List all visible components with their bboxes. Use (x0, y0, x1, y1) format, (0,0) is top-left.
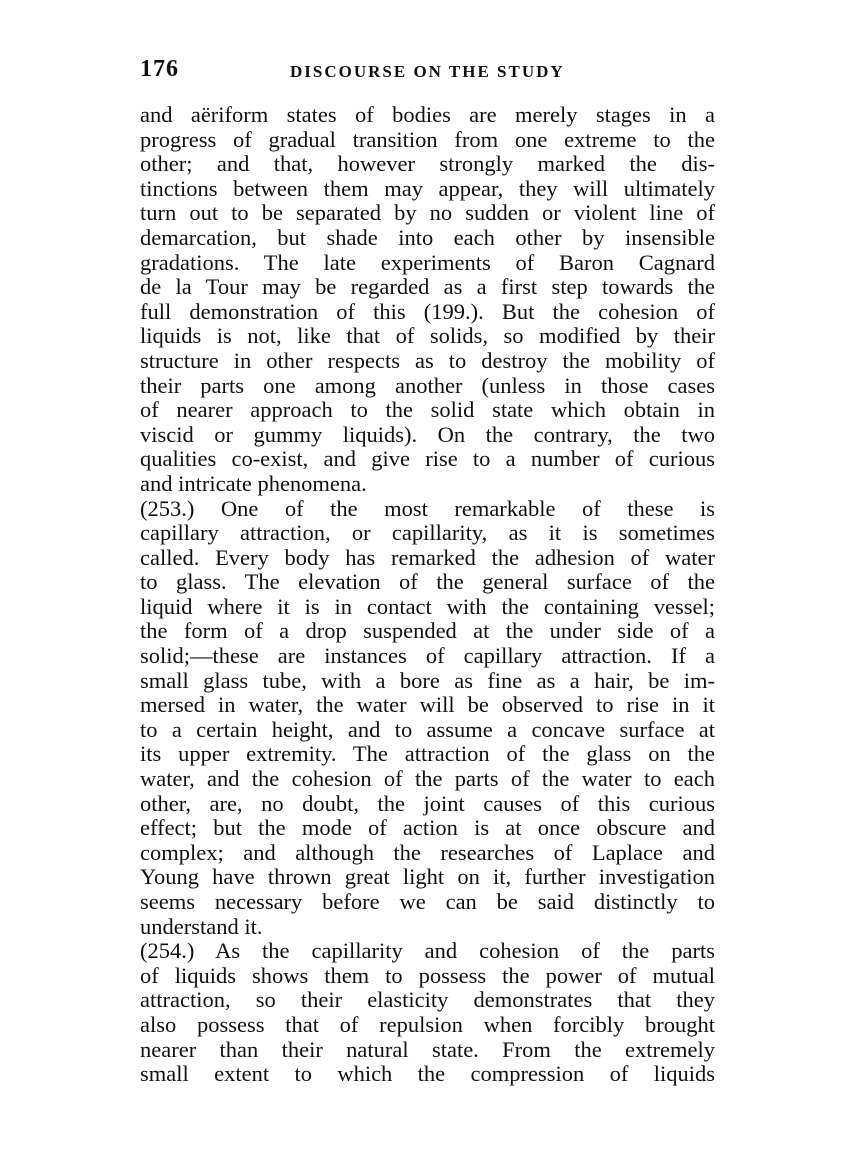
text-line: qualities co-exist, and give rise to a number of curious (140, 446, 715, 472)
text-line: called. Every body has remarked the adhesion of water (140, 544, 715, 570)
running-head: DISCOURSE ON THE STUDY (290, 62, 565, 81)
paragraph-last-line: and intricate phenomena. (140, 470, 367, 496)
text-line: to glass. The elevation of the general surface of the (140, 569, 715, 595)
text-line: de la Tour may be regarded as a first step towards the (140, 274, 715, 300)
text-line: solid;—these are instances of capillary attraction. If a (140, 643, 715, 669)
text-line: viscid or gummy liquids). On the contrary, the two (140, 421, 715, 447)
text-line: mersed in water, the water will be observed to rise in it (140, 692, 715, 718)
text-line: progress of gradual transition from one extreme to the (140, 126, 715, 152)
text-line: also possess that of repulsion when forcibly brought (140, 1011, 715, 1037)
text-line: full demonstration of this (199.). But the cohesion of (140, 298, 715, 324)
text-line: and aëriform states of bodies are merely stages in a (140, 102, 715, 127)
text-line: gradations. The late experiments of Baron Cagnard (140, 249, 715, 275)
text-line: to a certain height, and to assume a concave surface at (140, 716, 715, 742)
text-line: the form of a drop suspended at the under side of a (140, 618, 715, 644)
paragraph-first-line: (254.) As the capillarity and cohesion of the parts (140, 938, 715, 964)
text-line: liquid where it is in contact with the containing vessel; (140, 593, 715, 619)
paragraph-last-line: understand it. (140, 913, 263, 939)
text-line: water, and the cohesion of the parts of the water to each (140, 766, 715, 792)
text-line: effect; but the mode of action is at once obscure and (140, 815, 715, 841)
body-text (140, 103, 715, 1087)
text-line: its upper extremity. The attraction of the glass on the (140, 741, 715, 767)
text-line: of liquids shows them to possess the power of mutual (140, 962, 715, 988)
text-line: small glass tube, with a bore as fine as a hair, be im- (140, 667, 715, 693)
page-number: 176 (140, 56, 179, 82)
text-line: their parts one among another (unless in those cases (140, 372, 715, 398)
text-line: nearer than their natural state. From the extremely (140, 1036, 715, 1062)
text-line: other; and that, however strongly marked the dis- (140, 151, 715, 177)
text-line: demarcation, but shade into each other by insensible (140, 224, 715, 250)
text-line: Young have thrown great light on it, further investigation (140, 864, 715, 890)
text-line: structure in other respects as to destroy the mobility of (140, 347, 715, 373)
text-line: seems necessary before we can be said distinctly to (140, 889, 715, 914)
text-line: turn out to be separated by no sudden or violent line of (140, 200, 715, 226)
page-header (140, 56, 715, 86)
paragraph-first-line: (253.) One of the most remarkable of these is (140, 495, 715, 521)
text-line: small extent to which the compression of liquids (140, 1061, 715, 1087)
text-line: of nearer approach to the solid state which obtain in (140, 397, 715, 423)
text-line: liquids is not, like that of solids, so modified by their (140, 323, 715, 349)
text-line: other, are, no doubt, the joint causes of this curious (140, 790, 715, 816)
text-line: tinctions between them may appear, they will ultimately (140, 175, 715, 201)
text-line: complex; and although the researches of Laplace and (140, 839, 715, 865)
text-line: capillary attraction, or capillarity, as it is sometimes (140, 520, 715, 546)
text-line: attraction, so their elasticity demonstrates that they (140, 987, 715, 1013)
